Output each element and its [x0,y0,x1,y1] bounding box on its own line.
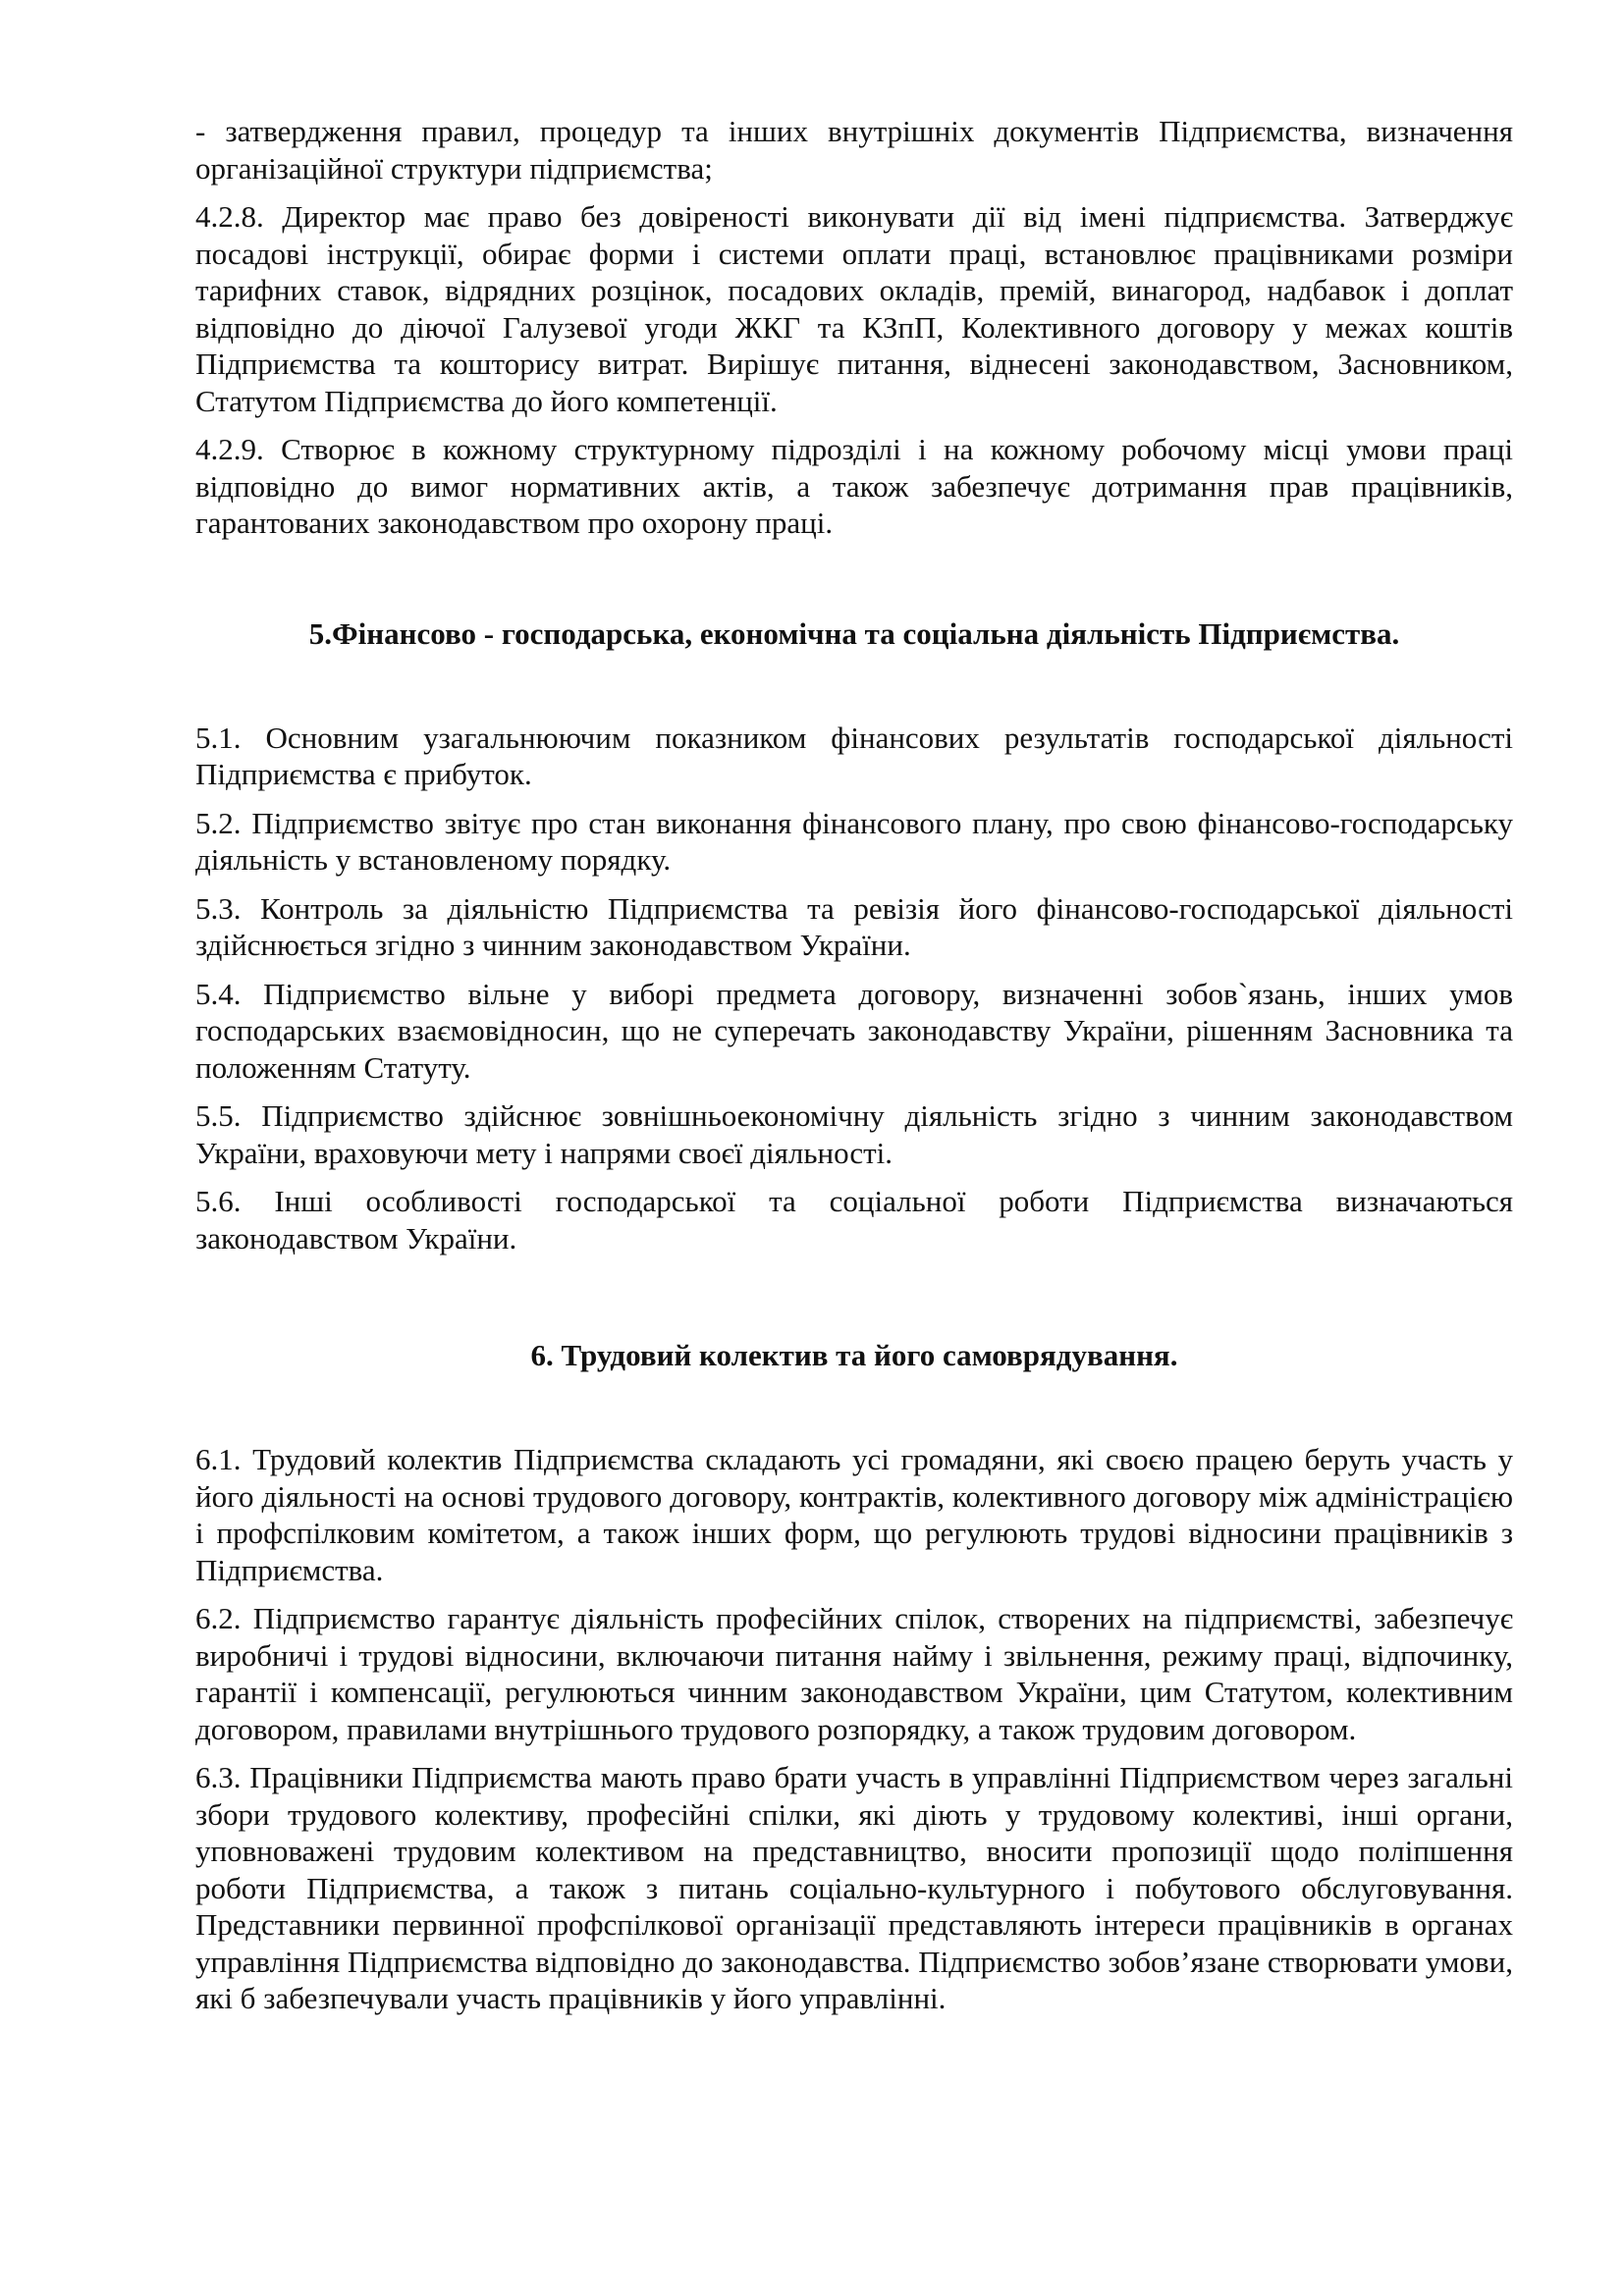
paragraph-5-4: 5.4. Підприємство вільне у виборі предмета договору, визначенні зобов`язань, інших умов господарських взаємовідносин, що не суперечать законодавству України, рішенням Засновника та положенням Статуту. [195,976,1513,1085]
paragraph-5-5: 5.5. Підприємство здійснює зовнішньоекономічну діяльність згідно з чинним законодавством України, враховуючи мету і напрями своєї діяльності. [195,1098,1513,1170]
section-5-heading: 5.Фінансово - господарська, економічна та соціальна діяльність Підприємства. [308,615,1400,651]
paragraph-5-6: 5.6. Інші особливості господарської та соціальної роботи Підприємства визначаються законодавством України. [195,1184,1513,1255]
paragraph-5-1: 5.1. Основним узагальнюючим показником фінансових результатів господарської діяльності Підприємства є прибуток. [195,720,1513,791]
section-6-heading: 6. Трудовий колектив та його самоврядування. [530,1338,1178,1372]
paragraph-6-2: 6.2. Підприємство гарантує діяльність професійних спілок, створених на підприємстві, забезпечує виробничі і трудові відносини, включаючи питання найму і звільнення, режиму праці, відпочинку, гарантії і компенсації, регулюються чинним законодавством України, цим Статутом, колективним договором, правилами внутрішнього трудового розпорядку, а також трудовим договором. [195,1601,1513,1746]
intro-paragraph-1: - затвердження правил, процедур та інших внутрішніх документів Підприємства, визначення організаційної структури підприємства; [195,114,1513,186]
paragraph-4-2-8: 4.2.8. Директор має право без довіреності виконувати дії від імені підприємства. Затверджує посадові інструкції, обирає форми і системи оплати праці, встановлює працівниками розміри тарифних ставок, відрядних розцінок, посадових окладів, премій, винагород, надбавок і доплат відповідно до діючої Галузевої угоди ЖКГ та КЗпП, Колективного договору у межах коштів Підприємства та кошторису витрат. Вирішує питання, віднесені законодавством, Засновником, Статутом Підприємства до його компетенції. [195,199,1513,418]
paragraph-6-3: 6.3. Працівники Підприємства мають право брати участь в управлінні Підприємством через загальні збори трудового колективу, професійні спілки, які діють у трудовому колективі, інші органи, уповноважені трудовим колективом на представництво, вносити пропозиції щодо поліпшення роботи Підприємства, а також з питань соціально-культурного і побутового обслуговування. Представники первинної профспілкової організації представляють інтереси працівників в органах управління Підприємства відповідно до законодавства. Підприємство зобов’язане створювати умови, які б забезпечували участь працівників у його управлінні. [195,1760,1513,2015]
document-body [195,113,1513,2029]
paragraph-5-3: 5.3. Контроль за діяльністю Підприємства та ревізія його фінансово-господарської діяльності здійснюється згідно з чинним законодавством України. [195,890,1513,962]
paragraph-4-2-9: 4.2.9. Створює в кожному структурному підрозділі і на кожному робочому місці умови праці відповідно до вимог нормативних актів, а також забезпечує дотримання прав працівників, гарантованих законодавством про охорону праці. [195,432,1513,540]
paragraph-6-1: 6.1. Трудовий колектив Підприємства складають усі громадяни, які своєю працею беруть участь у його діяльності на основі трудового договору, контрактів, колективного договору між адміністрацією і профспілковим комітетом, а також інших форм, що регулюють трудові відносини працівників з Підприємства. [195,1442,1513,1587]
paragraph-5-2: 5.2. Підприємство звітує про стан виконання фінансового плану, про свою фінансово-господарську діяльність у встановленому порядку. [195,805,1513,877]
